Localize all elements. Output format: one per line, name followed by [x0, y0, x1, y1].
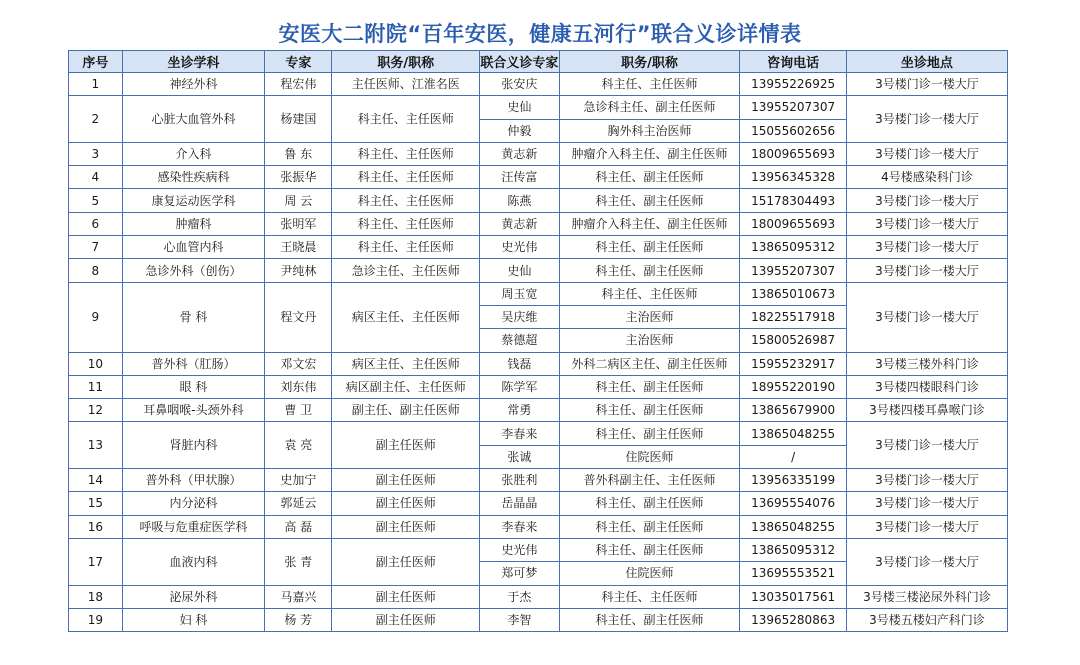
partner-name-cell: 周玉宽 — [480, 282, 560, 305]
table-row — [69, 352, 1008, 375]
col-header-phone: 咨询电话 — [740, 51, 846, 73]
phone-cell: 13956345328 — [740, 166, 846, 189]
table-row — [69, 189, 1008, 212]
expert-name-cell: 张振华 — [265, 166, 332, 189]
location-cell: 3号楼四楼眼科门诊 — [846, 375, 1007, 398]
partner-title-cell: 科主任、副主任医师 — [559, 375, 740, 398]
partner-name-cell: 黄志新 — [480, 212, 560, 235]
expert-title-cell: 副主任医师 — [332, 422, 480, 469]
partner-title-cell: 科主任、副主任医师 — [559, 236, 740, 259]
location-cell: 3号楼三楼泌尿外科门诊 — [846, 585, 1007, 608]
expert-title-cell: 科主任、主任医师 — [332, 166, 480, 189]
phone-cell: 18955220190 — [740, 375, 846, 398]
location-cell: 3号楼门诊一楼大厅 — [846, 538, 1007, 585]
row-number: 14 — [69, 469, 123, 492]
phone-cell: 13955207307 — [740, 96, 846, 119]
table-row — [69, 422, 1008, 445]
department-cell: 肿瘤科 — [122, 212, 265, 235]
department-cell: 心脏大血管外科 — [122, 96, 265, 143]
department-cell: 呼吸与危重症医学科 — [122, 515, 265, 538]
partner-name-cell: 蔡德超 — [480, 329, 560, 352]
table-row — [69, 96, 1008, 119]
partner-title-cell: 科主任、副主任医师 — [559, 492, 740, 515]
expert-name-cell: 张 青 — [265, 538, 332, 585]
department-cell: 肾脏内科 — [122, 422, 265, 469]
phone-cell: 15178304493 — [740, 189, 846, 212]
row-number: 17 — [69, 538, 123, 585]
partner-name-cell: 陈燕 — [480, 189, 560, 212]
partner-title-cell: 住院医师 — [559, 445, 740, 468]
phone-cell: 13695553521 — [740, 562, 846, 585]
partner-title-cell: 科主任、主任医师 — [559, 282, 740, 305]
expert-title-cell: 副主任医师 — [332, 585, 480, 608]
phone-cell: 13955226925 — [740, 73, 846, 96]
partner-name-cell: 于杰 — [480, 585, 560, 608]
phone-cell: 18225517918 — [740, 305, 846, 328]
table-row — [69, 469, 1008, 492]
expert-name-cell: 史加宁 — [265, 469, 332, 492]
partner-title-cell: 科主任、副主任医师 — [559, 538, 740, 561]
partner-name-cell: 吴庆维 — [480, 305, 560, 328]
department-cell: 妇 科 — [122, 608, 265, 631]
location-cell: 3号楼四楼耳鼻喉门诊 — [846, 399, 1007, 422]
row-number: 11 — [69, 375, 123, 398]
table-header-row — [69, 51, 1008, 73]
row-number: 4 — [69, 166, 123, 189]
partner-name-cell: 张诚 — [480, 445, 560, 468]
expert-name-cell: 邓文宏 — [265, 352, 332, 375]
phone-cell: 13865679900 — [740, 399, 846, 422]
department-cell: 心血管内科 — [122, 236, 265, 259]
expert-title-cell: 科主任、主任医师 — [332, 212, 480, 235]
table-row — [69, 608, 1008, 631]
row-number: 12 — [69, 399, 123, 422]
table-row — [69, 212, 1008, 235]
partner-title-cell: 科主任、副主任医师 — [559, 259, 740, 282]
row-number: 7 — [69, 236, 123, 259]
expert-title-cell: 病区主任、主任医师 — [332, 352, 480, 375]
phone-cell: 13865048255 — [740, 422, 846, 445]
location-cell: 3号楼门诊一楼大厅 — [846, 236, 1007, 259]
row-number: 18 — [69, 585, 123, 608]
expert-name-cell: 尹纯林 — [265, 259, 332, 282]
department-cell: 普外科（甲状腺） — [122, 469, 265, 492]
table-row — [69, 515, 1008, 538]
expert-title-cell: 副主任医师 — [332, 492, 480, 515]
table-body — [69, 73, 1008, 632]
col-header-expert: 专家 — [265, 51, 332, 73]
phone-cell: 18009655693 — [740, 212, 846, 235]
expert-name-cell: 杨建国 — [265, 96, 332, 143]
expert-name-cell: 王晓晨 — [265, 236, 332, 259]
row-number: 1 — [69, 73, 123, 96]
partner-name-cell: 李春来 — [480, 515, 560, 538]
partner-name-cell: 张胜利 — [480, 469, 560, 492]
expert-title-cell: 科主任、主任医师 — [332, 142, 480, 165]
table-row — [69, 585, 1008, 608]
expert-title-cell: 副主任医师 — [332, 515, 480, 538]
partner-title-cell: 科主任、副主任医师 — [559, 189, 740, 212]
phone-cell: 13956335199 — [740, 469, 846, 492]
col-header-dept: 坐诊学科 — [122, 51, 265, 73]
partner-title-cell: 科主任、主任医师 — [559, 73, 740, 96]
table-row — [69, 73, 1008, 96]
expert-title-cell: 科主任、主任医师 — [332, 236, 480, 259]
location-cell: 3号楼门诊一楼大厅 — [846, 73, 1007, 96]
row-number: 9 — [69, 282, 123, 352]
partner-title-cell: 科主任、副主任医师 — [559, 166, 740, 189]
expert-name-cell: 袁 亮 — [265, 422, 332, 469]
department-cell: 普外科（肛肠） — [122, 352, 265, 375]
row-number: 10 — [69, 352, 123, 375]
phone-cell: 13865048255 — [740, 515, 846, 538]
location-cell: 3号楼门诊一楼大厅 — [846, 492, 1007, 515]
phone-cell: 13865095312 — [740, 538, 846, 561]
department-cell: 介入科 — [122, 142, 265, 165]
phone-cell: 18009655693 — [740, 142, 846, 165]
row-number: 5 — [69, 189, 123, 212]
phone-cell: 13965280863 — [740, 608, 846, 631]
phone-cell: 15055602656 — [740, 119, 846, 142]
col-header-location: 坐诊地点 — [846, 51, 1007, 73]
department-cell: 眼 科 — [122, 375, 265, 398]
expert-title-cell: 急诊主任、主任医师 — [332, 259, 480, 282]
partner-title-cell: 主治医师 — [559, 329, 740, 352]
expert-title-cell: 副主任医师 — [332, 469, 480, 492]
phone-cell: 13035017561 — [740, 585, 846, 608]
expert-name-cell: 高 磊 — [265, 515, 332, 538]
location-cell: 3号楼门诊一楼大厅 — [846, 469, 1007, 492]
partner-title-cell: 急诊科主任、副主任医师 — [559, 96, 740, 119]
department-cell: 感染性疾病科 — [122, 166, 265, 189]
expert-name-cell: 马嘉兴 — [265, 585, 332, 608]
phone-cell: 13865095312 — [740, 236, 846, 259]
partner-name-cell: 史光伟 — [480, 538, 560, 561]
row-number: 16 — [69, 515, 123, 538]
phone-cell: 13955207307 — [740, 259, 846, 282]
partner-title-cell: 主治医师 — [559, 305, 740, 328]
expert-title-cell: 科主任、主任医师 — [332, 189, 480, 212]
expert-title-cell: 副主任医师 — [332, 608, 480, 631]
partner-title-cell: 科主任、副主任医师 — [559, 422, 740, 445]
expert-title-cell: 科主任、主任医师 — [332, 96, 480, 143]
page-title: 安医大二附院“百年安医，健康五河行”联合义诊详情表 — [278, 22, 802, 46]
partner-name-cell: 岳晶晶 — [480, 492, 560, 515]
row-number: 15 — [69, 492, 123, 515]
clinic-schedule-table — [68, 50, 1008, 632]
partner-name-cell: 仲毅 — [480, 119, 560, 142]
phone-cell: 15800526987 — [740, 329, 846, 352]
phone-cell: / — [740, 445, 846, 468]
expert-name-cell: 杨 芳 — [265, 608, 332, 631]
row-number: 13 — [69, 422, 123, 469]
row-number: 2 — [69, 96, 123, 143]
partner-title-cell: 胸外科主治医师 — [559, 119, 740, 142]
partner-name-cell: 史光伟 — [480, 236, 560, 259]
expert-name-cell: 郭延云 — [265, 492, 332, 515]
location-cell: 3号楼五楼妇产科门诊 — [846, 608, 1007, 631]
expert-title-cell: 副主任医师 — [332, 538, 480, 585]
partner-name-cell: 钱磊 — [480, 352, 560, 375]
partner-title-cell: 普外科副主任、主任医师 — [559, 469, 740, 492]
partner-name-cell: 李智 — [480, 608, 560, 631]
expert-title-cell: 副主任、副主任医师 — [332, 399, 480, 422]
expert-title-cell: 病区副主任、主任医师 — [332, 375, 480, 398]
table-row — [69, 375, 1008, 398]
partner-title-cell: 肿瘤介入科主任、副主任医师 — [559, 142, 740, 165]
location-cell: 3号楼门诊一楼大厅 — [846, 259, 1007, 282]
expert-title-cell: 主任医师、江淮名医 — [332, 73, 480, 96]
partner-name-cell: 史仙 — [480, 259, 560, 282]
table-row — [69, 399, 1008, 422]
expert-name-cell: 程文丹 — [265, 282, 332, 352]
department-cell: 康复运动医学科 — [122, 189, 265, 212]
department-cell: 内分泌科 — [122, 492, 265, 515]
partner-name-cell: 李春来 — [480, 422, 560, 445]
row-number: 3 — [69, 142, 123, 165]
expert-name-cell: 曹 卫 — [265, 399, 332, 422]
partner-title-cell: 科主任、副主任医师 — [559, 608, 740, 631]
table-row — [69, 236, 1008, 259]
phone-cell: 15955232917 — [740, 352, 846, 375]
row-number: 6 — [69, 212, 123, 235]
partner-name-cell: 陈学军 — [480, 375, 560, 398]
partner-title-cell: 科主任、副主任医师 — [559, 399, 740, 422]
department-cell: 骨 科 — [122, 282, 265, 352]
expert-name-cell: 鲁 东 — [265, 142, 332, 165]
department-cell: 泌尿外科 — [122, 585, 265, 608]
phone-cell: 13695554076 — [740, 492, 846, 515]
department-cell: 急诊外科（创伤） — [122, 259, 265, 282]
expert-title-cell: 病区主任、主任医师 — [332, 282, 480, 352]
expert-name-cell: 周 云 — [265, 189, 332, 212]
table-row — [69, 142, 1008, 165]
location-cell: 3号楼三楼外科门诊 — [846, 352, 1007, 375]
partner-name-cell: 张安庆 — [480, 73, 560, 96]
col-header-partner-title: 职务/职称 — [559, 51, 740, 73]
location-cell: 3号楼门诊一楼大厅 — [846, 142, 1007, 165]
location-cell: 3号楼门诊一楼大厅 — [846, 96, 1007, 143]
table-row — [69, 282, 1008, 305]
department-cell: 血液内科 — [122, 538, 265, 585]
col-header-partner: 联合义诊专家 — [480, 51, 560, 73]
department-cell: 神经外科 — [122, 73, 265, 96]
partner-title-cell: 科主任、主任医师 — [559, 585, 740, 608]
partner-name-cell: 汪传富 — [480, 166, 560, 189]
location-cell: 3号楼门诊一楼大厅 — [846, 282, 1007, 352]
col-header-no: 序号 — [69, 51, 123, 73]
phone-cell: 13865010673 — [740, 282, 846, 305]
location-cell: 4号楼感染科门诊 — [846, 166, 1007, 189]
partner-title-cell: 外科二病区主任、副主任医师 — [559, 352, 740, 375]
location-cell: 3号楼门诊一楼大厅 — [846, 515, 1007, 538]
partner-name-cell: 郑可梦 — [480, 562, 560, 585]
partner-title-cell: 住院医师 — [559, 562, 740, 585]
partner-name-cell: 黄志新 — [480, 142, 560, 165]
partner-title-cell: 肿瘤介入科主任、副主任医师 — [559, 212, 740, 235]
location-cell: 3号楼门诊一楼大厅 — [846, 189, 1007, 212]
table-row — [69, 492, 1008, 515]
col-header-title: 职务/职称 — [332, 51, 480, 73]
row-number: 19 — [69, 608, 123, 631]
table-row — [69, 166, 1008, 189]
partner-title-cell: 科主任、副主任医师 — [559, 515, 740, 538]
partner-name-cell: 史仙 — [480, 96, 560, 119]
expert-name-cell: 刘东伟 — [265, 375, 332, 398]
expert-name-cell: 张明军 — [265, 212, 332, 235]
row-number: 8 — [69, 259, 123, 282]
location-cell: 3号楼门诊一楼大厅 — [846, 212, 1007, 235]
table-row — [69, 538, 1008, 561]
expert-name-cell: 程宏伟 — [265, 73, 332, 96]
partner-name-cell: 常勇 — [480, 399, 560, 422]
table-row — [69, 259, 1008, 282]
department-cell: 耳鼻咽喉-头颈外科 — [122, 399, 265, 422]
location-cell: 3号楼门诊一楼大厅 — [846, 422, 1007, 469]
